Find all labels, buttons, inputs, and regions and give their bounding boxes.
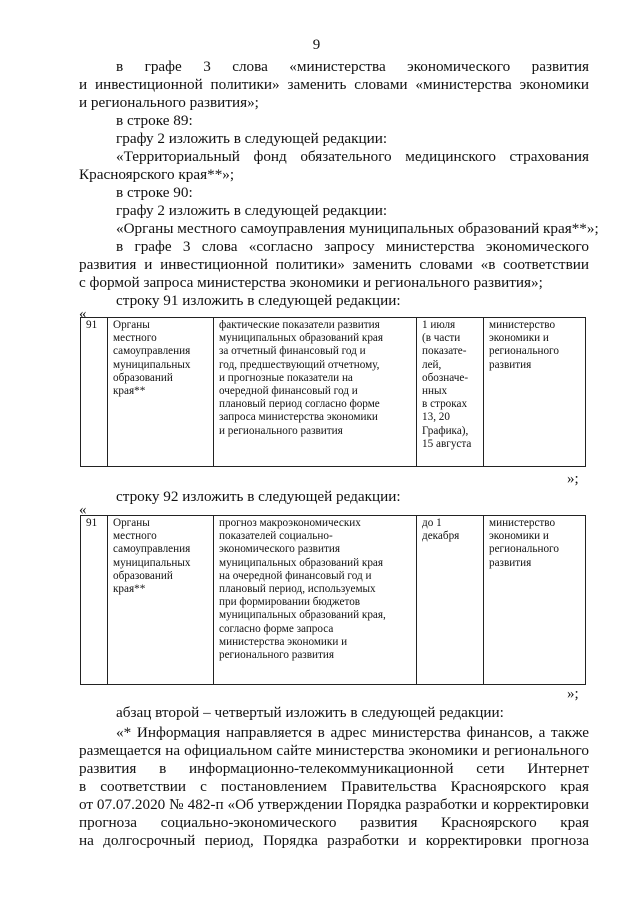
- footnote-line: на долгосрочный период, Порядка разработки и корректировки прогноза: [79, 832, 589, 849]
- row90-col3-line: с формой запроса министерства экономики и регионального развития»;: [79, 274, 543, 291]
- paragraph-line: в графе 3 слова «министерства экономического развития: [116, 58, 589, 75]
- footnote-line: в соответствии с постановлением Правительства Красноярского края: [79, 778, 589, 795]
- page-number: 9: [312, 37, 321, 53]
- footnote-line: развития в информационно-телекоммуникационной сети Интернет: [79, 760, 589, 777]
- cell-responsible: министерство экономики и регионального развития: [484, 318, 586, 467]
- row89-text-line: «Территориальный фонд обязательного медицинского страхования: [116, 148, 589, 165]
- row90-col3-line: развития и инвестиционной политики» заменить словами «в соответствии: [79, 256, 589, 273]
- cell-deadline: до 1 декабря: [417, 516, 484, 685]
- close-quote: »;: [567, 471, 579, 487]
- footnote-line: «* Информация направляется в адрес министерства финансов, а также: [116, 724, 589, 741]
- close-quote: »;: [567, 686, 579, 702]
- row90-col3-line: в графе 3 слова «согласно запросу министерства экономического: [116, 238, 589, 255]
- row91-heading: строку 91 изложить в следующей редакции:: [116, 292, 401, 309]
- cell-indicator: фактические показатели развития муниципальных образований края за отчетный финансовый год и год, предшествующий отчетному, и прогнозные показатели на очередной финансовый год и плановый период согласно форме запроса министерства экономики и регионального развития: [214, 318, 417, 467]
- cell-deadline: 1 июля (в части показате- лей, обозначе- нных в строках 13, 20 Графика), 15 августа: [417, 318, 484, 467]
- row89-heading: в строке 89:: [116, 112, 193, 129]
- cell-body: Органы местного самоуправления муниципальных образований края**: [108, 318, 214, 467]
- row92-heading: строку 92 изложить в следующей редакции:: [116, 488, 401, 505]
- row90-instruction: графу 2 изложить в следующей редакции:: [116, 202, 388, 219]
- row90-heading: в строке 90:: [116, 184, 193, 201]
- cell-body: Органы местного самоуправления муниципальных образований края**: [108, 516, 214, 685]
- row89-instruction: графу 2 изложить в следующей редакции:: [116, 130, 388, 147]
- cell-responsible: министерство экономики и регионального развития: [484, 516, 586, 685]
- footnote-line: размещается на официальном сайте министерства экономики и регионального: [79, 742, 589, 759]
- paragraph-line: и регионального развития»;: [79, 94, 259, 111]
- footnote-line: от 07.07.2020 № 482-п «Об утверждении Порядка разработки и корректировки: [79, 796, 589, 813]
- row90-text: «Органы местного самоуправления муниципальных образований края**»;: [116, 220, 599, 237]
- table-row-91: [80, 317, 586, 467]
- paragraph-line: и инвестиционной политики» заменить словами «министерства экономики: [79, 76, 589, 93]
- open-quote: «: [79, 306, 87, 322]
- table-row: [81, 318, 586, 467]
- table-row-92: [80, 515, 586, 685]
- row89-text-line: Красноярского края**»;: [79, 166, 235, 183]
- cell-number: 91: [81, 516, 108, 685]
- cell-number: 91: [81, 318, 108, 467]
- footnote-heading: абзац второй – четвертый изложить в следующей редакции:: [116, 704, 504, 721]
- cell-indicator: прогноз макроэкономических показателей социально- экономического развития муниципальных образований края на очередной финансовый год и плановый период, используемых при формировании бюджетов муниципальных образований края, согласно форме запроса министерства экономики и регионального развития: [214, 516, 417, 685]
- table-row: [81, 516, 586, 685]
- open-quote: «: [79, 502, 87, 518]
- footnote-line: прогноза социально-экономического развития Красноярского края: [79, 814, 589, 831]
